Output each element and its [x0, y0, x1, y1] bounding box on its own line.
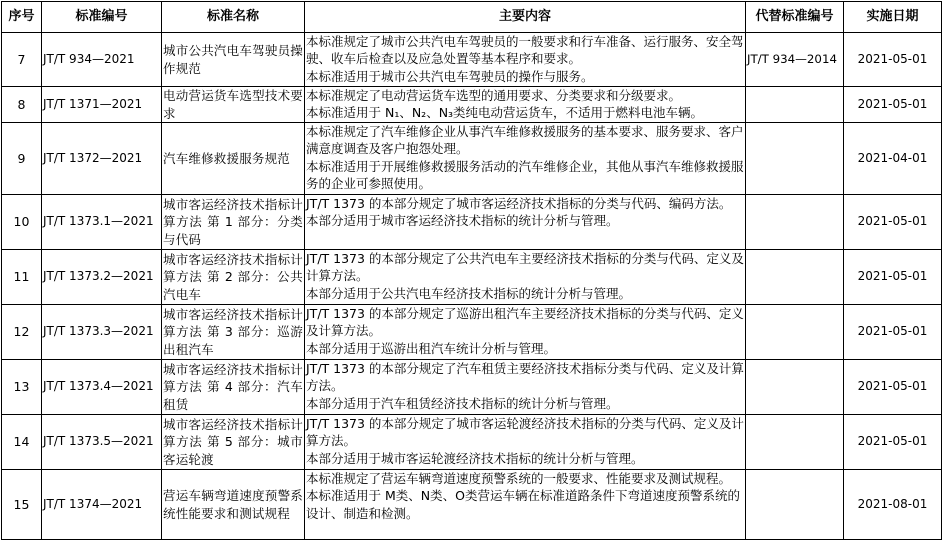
- header-content: 主要内容: [305, 2, 746, 33]
- cell-code: JT/T 1373.3—2021: [42, 305, 162, 360]
- cell-seq: 14: [2, 415, 42, 470]
- table-row: [2, 123, 942, 195]
- table-row: [2, 33, 942, 87]
- cell-code: JT/T 1373.2—2021: [42, 250, 162, 305]
- cell-code: JT/T 1373.4—2021: [42, 360, 162, 415]
- cell-replaced: [746, 360, 844, 415]
- header-name: 标准名称: [162, 2, 305, 33]
- content-line: 本标准规定了汽车维修企业从事汽车维修救援服务的基本要求、服务要求、客户满意度调查及客户抱怨处理。: [306, 124, 744, 157]
- content-line: 本部分适用于公共汽电车经济技术指标的统计分析与管理。: [306, 285, 632, 301]
- cell-replaced: [746, 195, 844, 250]
- cell-seq: 7: [2, 33, 42, 87]
- content-line: 本部分适用于巡游出租汽车统计分析与管理。: [306, 340, 557, 356]
- cell-replaced: [746, 87, 844, 123]
- cell-date: 2021-04-01: [844, 123, 942, 195]
- table-row: [2, 87, 942, 123]
- table-row: [2, 470, 942, 540]
- cell-seq: 9: [2, 123, 42, 195]
- cell-name: 城市客运经济技术指标计算方法 第 2 部分：公共汽电车: [162, 250, 305, 305]
- header-seq: 序号: [2, 2, 42, 33]
- table-row: [2, 250, 942, 305]
- cell-replaced: [746, 470, 844, 540]
- cell-date: 2021-05-01: [844, 33, 942, 87]
- cell-code: JT/T 934—2021: [42, 33, 162, 87]
- cell-content: [305, 305, 746, 360]
- header-code: 标准编号: [42, 2, 162, 33]
- cell-code: JT/T 1373.5—2021: [42, 415, 162, 470]
- cell-date: 2021-08-01: [844, 470, 942, 540]
- table-row: [2, 360, 942, 415]
- content-line: JT/T 1373 的本部分规定了汽车租赁主要经济技术指标分类与代码、定义及计算方法。: [306, 361, 744, 394]
- cell-seq: 8: [2, 87, 42, 123]
- standards-table: [1, 1, 942, 540]
- cell-content: [305, 470, 746, 540]
- cell-name: 城市公共汽电车驾驶员操作规范: [162, 33, 305, 87]
- cell-date: 2021-05-01: [844, 87, 942, 123]
- cell-replaced: [746, 305, 844, 360]
- cell-seq: 12: [2, 305, 42, 360]
- table-row: [2, 195, 942, 250]
- cell-seq: 11: [2, 250, 42, 305]
- content-line: 本标准适用于城市公共汽电车驾驶员的操作与服务。: [306, 68, 594, 84]
- cell-date: 2021-05-01: [844, 415, 942, 470]
- cell-date: 2021-05-01: [844, 195, 942, 250]
- cell-date: 2021-05-01: [844, 305, 942, 360]
- cell-code: JT/T 1374—2021: [42, 470, 162, 540]
- header-date: 实施日期: [844, 2, 942, 33]
- content-line: 本部分适用于城市客运经济技术指标的统计分析与管理。: [306, 213, 619, 229]
- cell-name: 营运车辆弯道速度预警系统性能要求和测试规程: [162, 470, 305, 540]
- cell-replaced: [746, 123, 844, 195]
- cell-name: 汽车维修救援服务规范: [162, 123, 305, 195]
- cell-code: JT/T 1372—2021: [42, 123, 162, 195]
- cell-replaced: [746, 415, 844, 470]
- content-line: 本标准适用于 N₁、N₂、N₃类纯电动营运货车，不适用于燃料电池车辆。: [306, 105, 704, 121]
- cell-name: 城市客运经济技术指标计算方法 第 4 部分：汽车租赁: [162, 360, 305, 415]
- header-row: [2, 2, 942, 33]
- content-line: JT/T 1373 的本部分规定了城市客运轮渡经济技术指标的分类与代码、定义及计算方法。: [306, 416, 744, 449]
- content-line: 本标准规定了城市公共汽电车驾驶员的一般要求和行车准备、运行服务、安全驾驶、收车后检查以及应急处置等基本程序和要求。: [306, 34, 744, 67]
- cell-replaced: JT/T 934—2014: [746, 33, 844, 87]
- table-row: [2, 305, 942, 360]
- content-line: JT/T 1373 的本部分规定了城市客运经济技术指标的分类与代码、编码方法。: [306, 196, 732, 211]
- cell-content: [305, 250, 746, 305]
- cell-content: [305, 87, 746, 123]
- header-replaced: 代替标准编号: [746, 2, 844, 33]
- cell-replaced: [746, 250, 844, 305]
- cell-content: [305, 33, 746, 87]
- cell-code: JT/T 1373.1—2021: [42, 195, 162, 250]
- cell-code: JT/T 1371—2021: [42, 87, 162, 123]
- content-line: 本标准规定了电动营运货车选型的通用要求、分类要求和分级要求。: [306, 88, 682, 103]
- cell-content: [305, 123, 746, 195]
- content-line: 本标准适用于开展维修救援服务活动的汽车维修企业，其他从事汽车维修救援服务的企业可参照使用。: [306, 158, 744, 192]
- cell-seq: 10: [2, 195, 42, 250]
- content-line: 本标准适用于 M类、N类、O类营运车辆在标准道路条件下弯道速度预警系统的设计、制造和检测。: [306, 488, 740, 521]
- cell-content: [305, 195, 746, 250]
- content-line: 本部分适用于城市客运轮渡经济技术指标的统计分析与管理。: [306, 450, 644, 466]
- cell-content: [305, 415, 746, 470]
- content-line: JT/T 1373 的本部分规定了公共汽电车主要经济技术指标的分类与代码、定义及计算方法。: [306, 251, 744, 284]
- content-line: JT/T 1373 的本部分规定了巡游出租汽车主要经济技术指标的分类与代码、定义及计算方法。: [306, 306, 744, 339]
- content-line: 本部分适用于汽车租赁经济技术指标的统计分析与管理。: [306, 395, 619, 411]
- cell-name: 电动营运货车选型技术要求: [163, 88, 303, 121]
- content-line: 本标准规定了营运车辆弯道速度预警系统的一般要求、性能要求及测试规程。: [306, 471, 732, 486]
- cell-date: 2021-05-01: [844, 250, 942, 305]
- cell-name: 城市客运经济技术指标计算方法 第 1 部分：分类与代码: [162, 195, 305, 250]
- table-row: [2, 415, 942, 470]
- cell-content: [305, 360, 746, 415]
- cell-seq: 15: [2, 470, 42, 540]
- cell-name: 城市客运经济技术指标计算方法 第 5 部分：城市客运轮渡: [162, 415, 305, 470]
- cell-name: 城市客运经济技术指标计算方法 第 3 部分：巡游出租汽车: [162, 305, 305, 360]
- cell-date: 2021-05-01: [844, 360, 942, 415]
- cell-seq: 13: [2, 360, 42, 415]
